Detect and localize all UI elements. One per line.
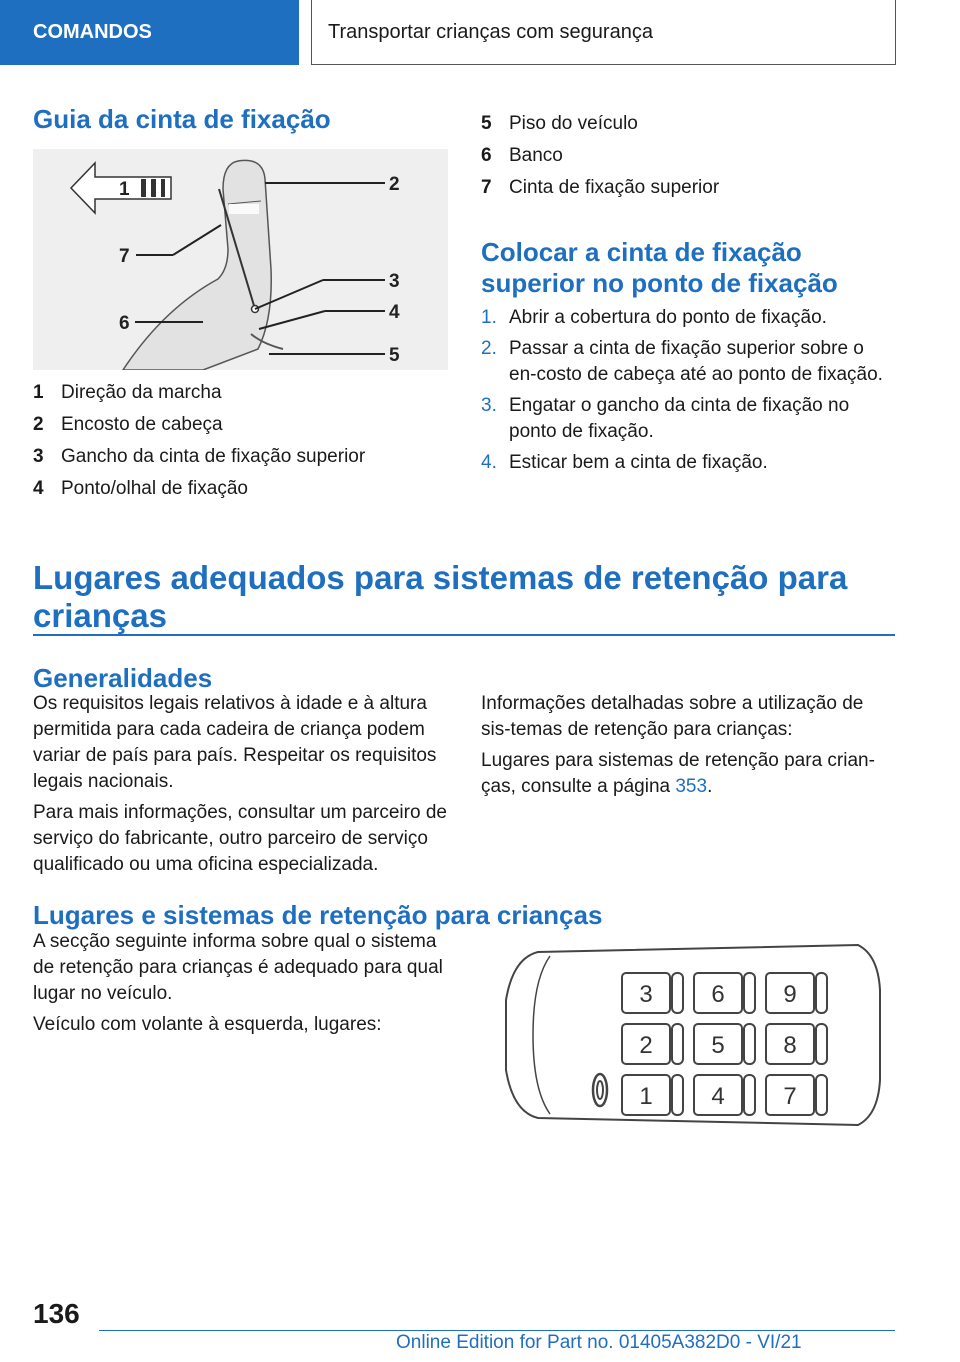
seat-number: 7 bbox=[783, 1083, 797, 1110]
legend-item: 4 Ponto/olhal de fixação bbox=[33, 478, 248, 499]
guide-legend-right bbox=[481, 108, 895, 204]
seat-number: 8 bbox=[783, 1032, 797, 1059]
general-left-text: Os requisitos legais relativos à idade e à altura permitida para cada cadeira de criança podem variar de país para país. Respeitar os requisitos legais nacionais. Para mais informações, consultar um parceiro de serviço do fabricante, outro parceiro de serviço qualificado ou uma oficina especializada. bbox=[33, 693, 447, 875]
chapter-title-box bbox=[311, 0, 896, 65]
general-heading: Generalidades bbox=[33, 663, 213, 693]
attach-steps bbox=[481, 305, 895, 481]
diagram-label-5: 5 bbox=[389, 345, 400, 366]
diagram-label-2: 2 bbox=[389, 174, 400, 195]
diagram-label-7: 7 bbox=[119, 246, 130, 267]
legend-item: 2 Encosto de cabeça bbox=[33, 414, 223, 435]
step-item: 2. Passar a cinta de fixação superior sobre o en-costo de cabeça até ao ponto de fixação. bbox=[481, 338, 883, 385]
page-number: 136 bbox=[33, 1298, 80, 1329]
chapter-title: Transportar crianças com segurança bbox=[328, 20, 653, 43]
edition-info: Online Edition for Part no. 01405A382D0 - VI/21 bbox=[396, 1332, 802, 1353]
legend-item: 7 Cinta de fixação superior bbox=[481, 177, 720, 198]
legend-item: 1 Direção da marcha bbox=[33, 382, 222, 403]
vehicle-seat-layout-diagram bbox=[498, 940, 883, 1130]
step-item: 4. Esticar bem a cinta de fixação. bbox=[481, 452, 768, 473]
guide-heading: Guia da cinta de fixação bbox=[33, 104, 331, 134]
seats-heading: Lugares e sistemas de retenção para crianças bbox=[33, 900, 603, 930]
legend-item: 6 Banco bbox=[481, 145, 563, 166]
seat-number: 6 bbox=[711, 981, 725, 1008]
general-right-text: Informações detalhadas sobre a utilização de sis-temas de retenção para crianças: Lugares para sistemas de retenção para crian-ças, consulte a página 353. bbox=[481, 693, 875, 797]
legend-item: 3 Gancho da cinta de fixação superior bbox=[33, 446, 366, 467]
seat-number: 1 bbox=[639, 1083, 653, 1110]
seat-number: 4 bbox=[711, 1083, 725, 1110]
diagram-label-3: 3 bbox=[389, 271, 400, 292]
seat-number: 9 bbox=[783, 981, 797, 1008]
diagram-label-4: 4 bbox=[389, 302, 400, 323]
seat-number: 5 bbox=[711, 1032, 725, 1059]
diagram-label-6: 6 bbox=[119, 313, 130, 334]
footer-divider bbox=[99, 1330, 895, 1331]
places-heading: Lugares adequados para sistemas de retenção para crianças bbox=[33, 559, 848, 634]
attach-heading: Colocar a cinta de fixação superior no ponto de fixação bbox=[481, 237, 838, 298]
seat-number: 3 bbox=[639, 981, 653, 1008]
section-label: COMANDOS bbox=[33, 21, 152, 43]
section-tab bbox=[0, 0, 299, 65]
seat-number: 2 bbox=[639, 1032, 653, 1059]
step-item: 3. Engatar o gancho da cinta de fixação no ponto de fixação. bbox=[481, 395, 850, 442]
step-item: 1. Abrir a cobertura do ponto de fixação. bbox=[481, 307, 827, 328]
guide-legend-left bbox=[33, 377, 453, 505]
legend-item: 5 Piso do veículo bbox=[481, 113, 638, 134]
seats-text: A secção seguinte informa sobre qual o sistema de retenção para crianças é adequado para qual lugar no veículo. Veículo com volante à esquerda, lugares: bbox=[33, 931, 443, 1035]
tether-guide-diagram bbox=[33, 149, 448, 370]
diagram-label-1: 1 bbox=[119, 179, 130, 200]
section-divider bbox=[33, 634, 895, 636]
page-link[interactable]: 353 bbox=[675, 776, 708, 797]
